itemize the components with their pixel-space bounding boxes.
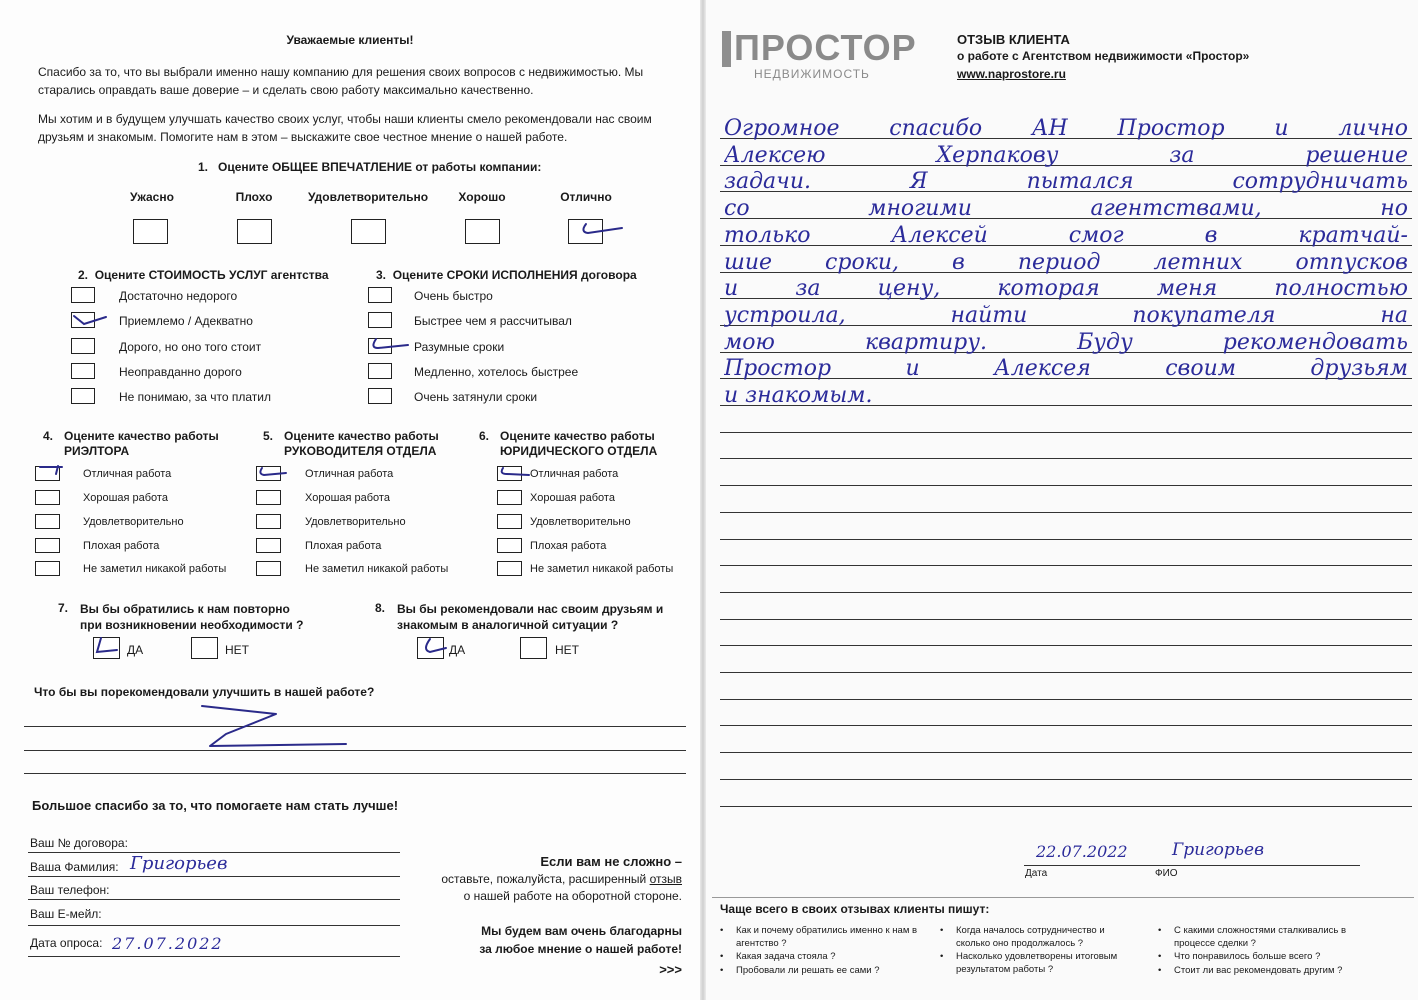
ruled-line [720,565,1412,566]
review-line-text: и за цену, которая меня полностью [724,276,1408,301]
contract-label: Ваш № договора: [30,836,128,850]
tip-item: • Какая задача стояла ? [720,951,836,962]
q4-checkbox[interactable] [35,561,60,576]
q8-yes-label: ДА [449,643,466,657]
bullet-icon: • [940,951,944,962]
checkmark-icon [256,465,288,481]
q6-option: Не заметил никакой работы [530,563,674,575]
q5-checkbox[interactable] [256,490,281,505]
ruled-line [720,806,1412,807]
q3-option: Разумные сроки [414,340,505,354]
review-page [706,0,1418,1000]
q1-option-label: Отлично [560,190,612,204]
logo-bar-icon [722,31,731,67]
side-note-line3: о нашей работе на оборотной стороне. [463,889,682,903]
q3-option: Очень затянули сроки [414,390,538,404]
q1-option-label: Удовлетворительно [307,190,429,204]
q5-option: Хорошая работа [305,492,390,504]
improve-question: Что бы вы порекомендовали улучшить в нашей работе? [34,685,375,699]
q2-checkbox[interactable] [71,338,95,354]
q3-option: Медленно, хотелось быстрее [414,365,579,379]
bullet-icon: • [720,964,724,976]
review-line-text: Огромное спасибо АН Простор и лично [724,116,1408,141]
q7-num: 7. [58,601,69,615]
logo-sub: НЕДВИЖИМОСТЬ [754,67,870,81]
phone-label: Ваш телефон: [30,883,110,897]
tips-column [1158,925,1358,977]
tip-item: • Пробовали ли решать ее сами ? [720,964,880,976]
checkmark-icon [36,462,66,480]
q8-no-checkbox[interactable] [520,637,547,659]
q5-checkbox[interactable] [256,561,281,576]
q6-option: Отличная работа [530,468,619,480]
q2-title: 2. Оцените СТОИМОСТЬ УСЛУГ агентства [78,268,329,282]
review-line-text: Алексею Херпакову за решение [724,143,1408,168]
q6-option: Хорошая работа [530,492,615,504]
date-label: Дата опроса: [30,936,103,950]
q4-num: 4. [43,429,54,443]
arrows-icon: >>> [659,962,682,977]
q1-checkbox[interactable] [465,219,500,244]
q2-option: Достаточно недорого [119,289,238,303]
q4-option: Хорошая работа [83,492,168,504]
q6-num: 6. [479,429,490,443]
logo-main: ПРОСТОР [734,27,917,68]
checkmark-icon [91,634,121,658]
ruled-line [720,699,1412,700]
q3-checkbox[interactable] [368,388,392,404]
q4-option: Плохая работа [83,540,160,552]
email-line [28,925,400,926]
q2-option: Дорого, но оно того стоит [119,340,262,354]
review-line-text: со многими агентствами, но [724,196,1408,221]
review-line-text: только Алексей смог в кратчай- [724,223,1408,248]
q7-no-label: НЕТ [225,643,249,657]
q6-checkbox[interactable] [497,490,522,505]
checkmark-icon [368,336,412,354]
tip-item: • Что понравилось больше всего ? [1158,951,1321,962]
review-line-text: и знакомым. [724,383,873,408]
q6-checkbox[interactable] [497,561,522,576]
fio-caption: ФИО [1155,868,1178,879]
signature-name: Григорьев [1172,840,1265,860]
q3-option: Очень быстро [414,289,493,303]
q5-num: 5. [263,429,274,443]
ruled-line [720,779,1412,780]
q2-option: Не понимаю, за что платил [119,390,272,404]
q5-option: Отличная работа [305,468,394,480]
review-line-text: задачи. Я пытался сотрудничать [724,169,1408,194]
side-note-line5: за любое мнение о нашей работе! [479,942,682,956]
surname-label: Ваша Фамилия: [30,860,119,874]
review-title: ОТЗЫВ КЛИЕНТА [957,32,1070,47]
bullet-icon: • [1158,964,1162,976]
q4-option: Удовлетворительно [83,516,184,528]
q1-checkbox[interactable] [133,219,168,244]
q3-checkbox[interactable] [368,287,392,303]
ruled-line [720,645,1412,646]
checkmark-icon [578,220,626,240]
phone-line [28,899,400,900]
thanks-text: Большое спасибо за то, что помогаете нам стать лучше! [32,798,399,813]
tip-item: • Когда началось сотрудничество и сколько оно продолжалось ? [940,925,1105,949]
side-note-line2: оставьте, пожалуйста, расширенный отзыв [441,872,682,886]
ruled-line [720,752,1412,753]
email-label: Ваш Е-мейл: [30,907,102,921]
surname-value[interactable]: Григорьев [130,853,228,874]
bullet-icon: • [940,925,944,936]
ruled-line [720,725,1412,726]
website-link[interactable]: www.naprostore.ru [957,67,1066,81]
ruled-line [720,485,1412,486]
q5-title: Оцените качество работы РУКОВОДИТЕЛЯ ОТДЕЛА [284,429,439,458]
q8-num: 8. [375,601,386,615]
q1-title: 1. Оцените ОБЩЕЕ ВПЕЧАТЛЕНИЕ от работы компании: [198,160,542,174]
q6-title: Оцените качество работы ЮРИДИЧЕСКОГО ОТДЕЛА [500,429,658,458]
q1-option-label: Плохо [235,190,273,204]
checkmark-icon [418,636,448,660]
ruled-line [720,458,1412,459]
q6-option: Удовлетворительно [530,516,631,528]
intro-paragraph-2: Мы хотим и в будущем улучшать качество своих услуг, чтобы наши клиенты смело рекомендовали нас своим друзьям и знакомым. Помогите нам в этом – выскажите свое честное мнение о нашей работе. [38,112,652,144]
q5-option: Удовлетворительно [305,516,406,528]
ruled-line [720,512,1412,513]
bullet-icon: • [720,925,724,936]
review-line-text: мою квартиру. Буду рекомендовать [724,330,1408,355]
ruled-line [720,619,1412,620]
survey-date-value[interactable]: 27.07.2022 [112,934,224,953]
q4-option: Не заметил никакой работы [83,563,227,575]
review-line-text: шие сроки, в период летних отпусков [724,250,1408,275]
review-line-text: устроила, найти покупателя на [724,303,1408,328]
tip-item: • Стоит ли вас рекомендовать другим ? [1158,964,1343,976]
q7-title: Вы бы обратились к нам повторно при возникновении необходимости ? [80,602,304,632]
q2-checkbox[interactable] [71,287,95,303]
review-line-text: Простор и Алексея своим друзьям [724,356,1408,381]
tip-item: • Как и почему обратились именно к нам в агентство ? [720,925,918,949]
q3-title: 3. Оцените СРОКИ ИСПОЛНЕНИЯ договора [376,268,637,282]
q4-title: Оцените качество работы РИЭЛТОРА [64,429,219,458]
q2-option: Неоправданно дорого [119,365,242,379]
q3-checkbox[interactable] [368,312,392,328]
q4-checkbox[interactable] [35,514,60,529]
checkmark-icon [70,310,110,328]
q5-checkbox[interactable] [256,514,281,529]
q6-checkbox[interactable] [497,514,522,529]
q3-checkbox[interactable] [368,363,392,379]
q5-option: Не заметил никакой работы [305,563,449,575]
q7-yes-label: ДА [127,643,144,657]
side-note-title: Если вам не сложно – [540,854,682,869]
survey-heading: Уважаемые клиенты! [286,33,414,47]
q6-option: Плохая работа [530,540,607,552]
review-subtitle: о работе с Агентством недвижимости «Простор» [957,49,1250,63]
q4-checkbox[interactable] [35,538,60,553]
ruled-line [720,592,1412,593]
surname-line [28,876,400,877]
q7-no-checkbox[interactable] [191,637,218,659]
q8-title: Вы бы рекомендовали нас своим друзьям и знакомым в аналогичной ситуации ? [397,602,664,632]
bullet-icon: • [1158,925,1162,936]
q4-option: Отличная работа [83,468,172,480]
bullet-icon: • [720,951,724,962]
q1-checkbox[interactable] [237,219,272,244]
q2-option: Приемлемо / Адекватно [119,314,253,328]
date-line [28,956,400,957]
q2-checkbox[interactable] [71,363,95,379]
survey-page [0,0,700,1000]
q4-checkbox[interactable] [35,490,60,505]
q1-option-label: Хорошо [458,190,506,204]
q2-checkbox[interactable] [71,388,95,404]
q1-option-label: Ужасно [130,190,174,204]
checkmark-icon [497,465,531,481]
side-note-line4: Мы будем вам очень благодарны [481,924,682,938]
tip-item: • Насколько удовлетворены итоговым результатом работы ? [940,951,1118,975]
ruled-line [720,539,1412,540]
ruled-line [720,432,1412,433]
signature-line [1024,865,1360,866]
bullet-icon: • [1158,951,1162,962]
signature-date: 22.07.2022 [1036,842,1128,861]
intro-paragraph-1: Спасибо за то, что вы выбрали именно нашу компанию для решения своих вопросов с недвижимостью. Мы старались оправдать ваше доверие – и сделать свою работу максимально качественно. [38,65,644,97]
q1-checkbox[interactable] [351,219,386,244]
answer-line [24,773,686,774]
tip-item: • С какими сложностями сталкивались в процессе сделки ? [1158,925,1347,949]
tips-column [720,925,930,977]
q8-no-label: НЕТ [555,643,579,657]
q3-option: Быстрее чем я рассчитывал [414,314,572,328]
scribble-dash-mark [196,700,356,756]
tips-divider [712,897,1414,898]
tips-title: Чаще всего в своих отзывах клиенты пишут: [720,902,990,916]
ruled-line [720,672,1412,673]
q5-option: Плохая работа [305,540,382,552]
q5-checkbox[interactable] [256,538,281,553]
date-caption: Дата [1025,868,1048,879]
q6-checkbox[interactable] [497,538,522,553]
tips-column [940,925,1140,976]
